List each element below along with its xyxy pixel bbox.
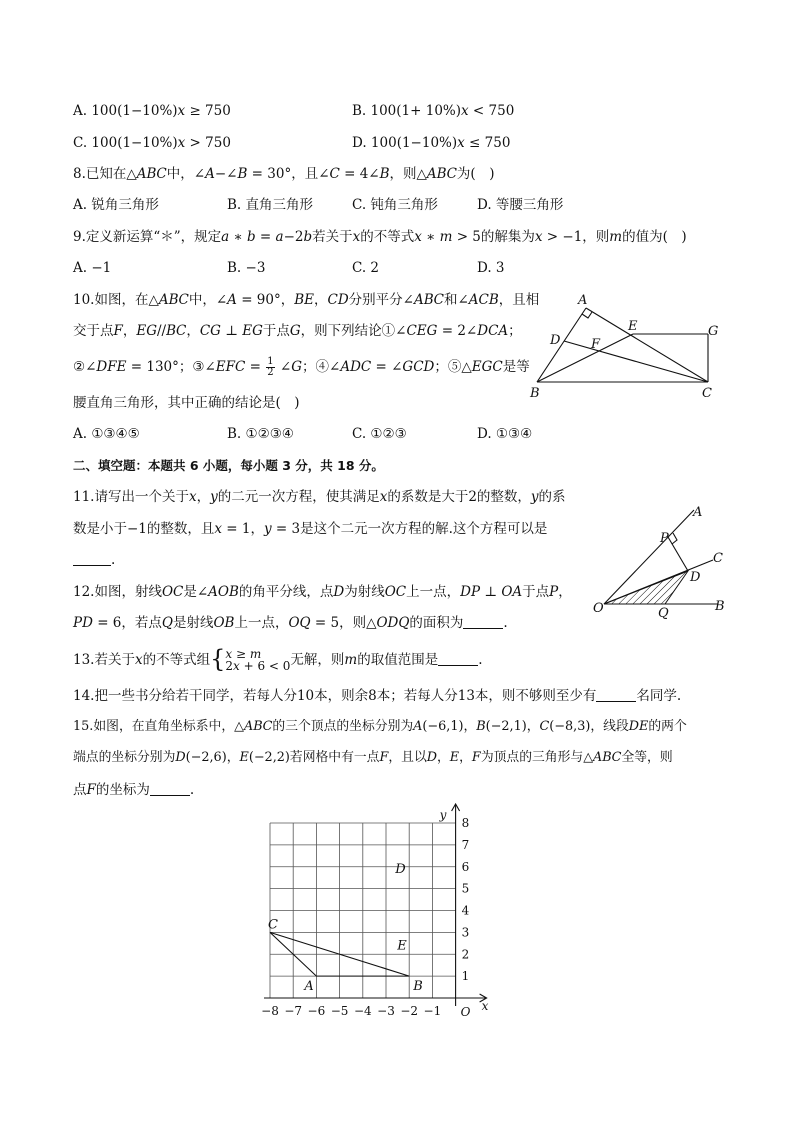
q13-suffix: 无解，则𝑚的取值范围是 (290, 652, 439, 668)
q15-label-d: D (395, 861, 406, 877)
q10-label-c: C (702, 386, 712, 401)
q10-segment-cd (564, 341, 708, 382)
q15-line3 (73, 780, 194, 800)
q12-figure (588, 500, 738, 625)
q10-fraction-numerator: 1 (267, 356, 274, 367)
q9-stem: 9.定义新运算“＊”，规定𝑎 ∗ 𝑏 = 𝑎−2𝑏若关于𝑥的不等式𝑥 ∗ 𝑚 > 5的解集为𝑥 > −1，则𝑚的值为( ) (73, 229, 687, 245)
q12-label-b: B (715, 599, 725, 614)
q10-option-d: D. ①③④ (477, 426, 533, 442)
q15-label-a: A (304, 979, 314, 995)
q10-line4: 腰直角三角形，其中正确的结论是( ) (73, 395, 300, 411)
q9-option-c: C. 2 (352, 260, 380, 276)
q11-line1: 11.请写出一个关于𝑥，𝑦的二元一次方程，使其满足𝑥的系数是大于2的整数，𝑦的系 (73, 489, 566, 505)
q10-label-f: F (591, 337, 601, 352)
q13-line (73, 647, 483, 673)
q15-x-tick-label: −7 (284, 1004, 303, 1018)
q13-system (225, 648, 290, 672)
q10-label-d: D (550, 333, 561, 348)
q15-x-tick-label: −3 (377, 1004, 395, 1018)
q15-period: . (189, 782, 195, 798)
q12-period: . (503, 615, 508, 631)
q10-fraction (266, 357, 274, 378)
q11-answer-blank[interactable] (73, 551, 111, 566)
q7-option-d: D. 100(1−10%)𝑥 ≤ 750 (352, 135, 511, 151)
q7-option-a: A. 100(1−10%)𝑥 ≥ 750 (73, 103, 231, 119)
q7-option-c: C. 100(1−10%)𝑥 > 750 (73, 135, 231, 151)
q12-segment-dp (668, 537, 688, 571)
q15-answer-blank[interactable] (150, 781, 190, 796)
q11-period: . (111, 552, 116, 568)
q14-line (73, 686, 681, 706)
q12-line1: 12.如图，射线𝑂𝐶是∠𝐴𝑂𝐵的角平分线，点𝐷为射线𝑂𝐶上一点，𝐷𝑃 ⊥ 𝑂𝐴于点𝑃， (73, 584, 572, 600)
q12-line2-text: 𝑃𝐷 = 6，若点𝑄是射线𝑂𝐵上一点，𝑂𝑄 = 5，则△𝑂𝐷𝑄的面积为 (73, 615, 464, 631)
q15-y-tick-label: 7 (461, 837, 470, 852)
q10-figure (520, 290, 730, 402)
q15-x-tick-label: −6 (307, 1004, 326, 1018)
q12-label-o: O (593, 601, 604, 616)
q10-line2: 交于点𝐹，𝐸𝐺//𝐵𝐶，𝐶𝐺 ⊥ 𝐸𝐺于点𝐺，则下列结论①∠𝐶𝐸𝐺 = 2∠𝐷𝐶𝐴； (73, 323, 522, 339)
q15-line1: 15.如图，在直角坐标系中，△𝐴𝐵𝐶的三个顶点的坐标分别为𝐴(−6,1)，𝐵(−2,1)，𝐶(−8,3)，线段𝐷𝐸的两个 (73, 719, 687, 734)
q10-fraction-denominator: 2 (267, 367, 274, 378)
q9-option-d: D. 3 (477, 260, 505, 276)
q8-option-c: C. 钝角三角形 (352, 197, 438, 213)
q13-answer-blank[interactable] (438, 651, 478, 666)
q15-point-labels (268, 862, 423, 994)
q15-origin-label: O (460, 1005, 471, 1019)
q15-tick-labels (261, 808, 488, 1019)
q15-x-tick-label: −5 (330, 1004, 349, 1018)
q10-line3-a: ②∠𝐷𝐹𝐸 = 130°；③∠𝐸𝐹𝐶 = (73, 359, 261, 375)
q10-option-b: B. ①②③④ (227, 426, 294, 442)
q10-label-b: B (530, 386, 540, 401)
q13-brace: { (210, 645, 226, 673)
q10-line1: 10.如图，在△𝐴𝐵𝐶中，∠𝐴 = 90°，𝐵𝐸，𝐶𝐷分别平分∠𝐴𝐵𝐶和∠𝐴𝐶𝐵，且相 (73, 292, 540, 308)
q15-x-tick-label: −2 (400, 1004, 419, 1018)
q15-y-tick-label: 5 (461, 881, 470, 896)
q14-text: 14.把一些书分给若干同学，若每人分10本，则余8本；若每人分13本，则不够则至少有 (73, 688, 597, 704)
q10-segment-ac (586, 308, 708, 382)
q15-x-tick-label: −1 (423, 1004, 442, 1018)
q15-coordinate-grid (250, 800, 500, 1022)
q13-row2: 2𝑥 + 6 < 0 (225, 659, 291, 673)
q11-line2: 数是小于−1的整数，且𝑥 = 1，𝑦 = 3是这个二元一次方程的解.这个方程可以是 (73, 521, 548, 537)
q12-label-d: D (690, 570, 701, 585)
q15-y-tick-label: 6 (461, 859, 470, 874)
q15-grid-lines (270, 823, 456, 998)
q7-option-b: B. 100(1+ 10%)𝑥 < 750 (352, 103, 515, 119)
q12-line2 (73, 613, 508, 633)
q8-option-b: B. 直角三角形 (227, 197, 314, 213)
q10-right-angle-mark (582, 312, 592, 318)
q12-label-q: Q (658, 606, 669, 621)
q13-row1: 𝑥 ≥ 𝑚 (225, 647, 262, 661)
q15-y-tick-label: 4 (461, 903, 470, 918)
q14-answer-blank[interactable] (596, 687, 636, 702)
q8-option-d: D. 等腰三角形 (477, 197, 564, 213)
q10-line3 (73, 357, 530, 378)
section-2-heading: 二、填空题：本题共 6 小题，每小题 3 分，共 18 分。 (73, 458, 384, 473)
q10-option-a: A. ①③④⑤ (73, 426, 140, 442)
q12-label-c: C (713, 551, 723, 566)
q15-x-tick-label: −4 (353, 1004, 372, 1018)
q12-label-a: A (693, 505, 703, 520)
q15-label-e: E (397, 938, 407, 954)
q15-x-axis-label: x (481, 999, 489, 1013)
q14-end: 名同学. (636, 688, 682, 704)
q12-right-angle-mark (672, 533, 677, 544)
q15-label-b: B (413, 979, 423, 995)
q9-option-b: B. −3 (227, 260, 266, 276)
q10-option-c: C. ①②③ (352, 426, 407, 442)
q15-y-tick-label: 1 (461, 969, 470, 984)
q15-y-tick-label: 8 (461, 816, 470, 830)
q15-line2: 端点的坐标分别为𝐷(−2,6)，𝐸(−2,2)若网格中有一点𝐹，且以𝐷，𝐸，𝐹为顶点的三角形与△𝐴𝐵𝐶全等，则 (73, 750, 673, 765)
q9-option-a: A. −1 (73, 260, 112, 276)
q15-y-axis-label: y (439, 808, 447, 822)
q15-label-c: C (268, 917, 278, 933)
q8-stem: 8.已知在△𝐴𝐵𝐶中，∠𝐴−∠𝐵 = 30°，且∠𝐶 = 4∠𝐵，则△𝐴𝐵𝐶为( ) (73, 166, 495, 182)
q12-answer-blank[interactable] (463, 614, 503, 629)
q10-line3-b: ∠𝐺；④∠𝐴𝐷𝐶 = ∠𝐺𝐶𝐷；⑤△𝐸𝐺𝐶是等 (279, 359, 530, 375)
q15-y-tick-label: 3 (461, 925, 470, 940)
q10-label-e: E (628, 319, 638, 334)
q10-label-a: A (578, 293, 588, 308)
q11-line3 (73, 550, 115, 570)
q12-label-p: P (660, 531, 669, 546)
q15-line3-text: 点𝐹的坐标为 (73, 782, 150, 798)
q8-option-a: A. 锐角三角形 (73, 197, 159, 213)
q10-label-g: G (708, 324, 719, 339)
q13-period: . (478, 652, 483, 668)
q15-x-tick-label: −8 (261, 1004, 279, 1018)
q13-prefix: 13.若关于𝑥的不等式组 (73, 652, 211, 668)
q15-y-tick-label: 2 (461, 947, 470, 962)
